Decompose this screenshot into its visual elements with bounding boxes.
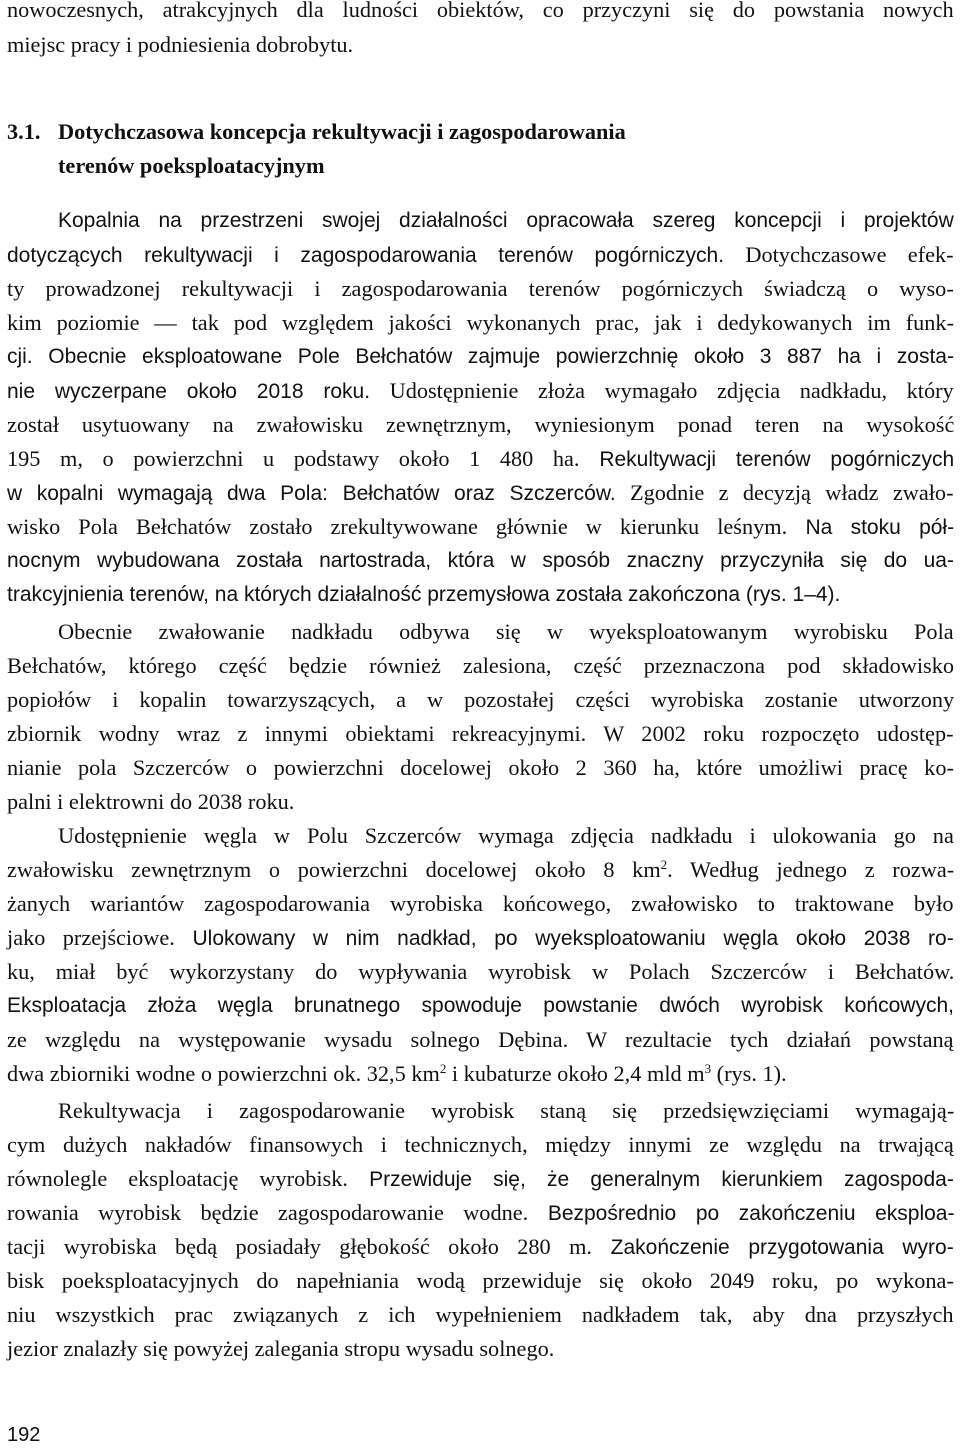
section-number: 3.1. xyxy=(7,119,41,144)
text-line: ku, miał być wykorzystany do wypływania wyrobisk w Polach Szczerców i Bełchatów. xyxy=(7,959,955,984)
text-line: trakcyjnienia terenów, na których działalność przemysłowa została zakończona (rys. 1–4). xyxy=(7,583,841,606)
text-line: równolegle eksploatację wyrobisk. Przewiduje się, że generalnym kierunkiem zagospoda- xyxy=(7,1166,954,1191)
text-line: wisko Pola Bełchatów zostało zrekultywowane głównie w kierunku leśnym. Na stoku pół- xyxy=(7,514,955,539)
text-line: zwałowisku zewnętrznym o powierzchni docelowej około 8 $km^2$. Według jednego z rozwa- xyxy=(7,857,955,882)
text-line: tacji wyrobiska będą posiadały głębokość około 280 m. Zakończenie przygotowania wyro- xyxy=(7,1234,954,1259)
text-line: niu wszystkich prac związanych z ich wypełnieniem nadkładem tak, aby dna przyszłych xyxy=(7,1302,954,1327)
text-line: ty prowadzonej rekultywacji i zagospodarowania terenów pogórniczych świadczą o wyso- xyxy=(7,276,954,301)
text-line: żanych wariantów zagospodarowania wyrobiska końcowego, zwałowisko to traktowane było xyxy=(7,891,954,916)
text-line: Udostępnienie węgla w Polu Szczerców wymaga zdjęcia nadkładu i ulokowania go na xyxy=(58,823,954,848)
text-line: w kopalni wymagają dwa Pola: Bełchatów oraz Szczerców. Zgodnie z decyzją władz zwało- xyxy=(7,480,954,505)
text-line: palni i elektrowni do 2038 roku. xyxy=(7,789,295,814)
text-line: nowoczesnych, atrakcyjnych dla ludności obiektów, co przyczyni się do powstania nowych xyxy=(7,0,954,22)
text-line: jako przejściowe. Ulokowany w nim nadkład, po wyeksploatowaniu węgla około 2038 ro- xyxy=(7,925,954,950)
text-line: cym dużych nakładów finansowych i technicznych, między innymi ze względu na trwającą xyxy=(7,1132,954,1157)
text-line: kim poziomie — tak pod względem jakości wykonanych prac, jak i dedykowanych im funk- xyxy=(7,310,955,335)
text-line: jezior znalazły się powyżej zalegania stropu wysadu solnego. xyxy=(7,1336,555,1361)
text-line: miejsc pracy i podniesienia dobrobytu. xyxy=(7,32,354,57)
text-line: bisk poeksploatacyjnych do napełniania wodą przewiduje się około 2049 roku, po wykona- xyxy=(7,1268,954,1293)
superscript: 2 xyxy=(439,1061,447,1076)
text-line: nianie pola Szczerców o powierzchni docelowej około 2 360 ha, które umożliwi pracę ko- xyxy=(7,755,954,780)
text-line: Kopalnia na przestrzeni swojej działalności opracowała szereg koncepcji i projektów xyxy=(58,209,954,232)
text-line: zbiornik wodny wraz z innymi obiektami rekreacyjnymi. W 2002 roku rozpoczęto udostęp- xyxy=(7,721,954,746)
superscript: 3 xyxy=(704,1061,712,1076)
text-line: nie wyczerpane około 2018 roku. Udostępnienie złoża wymagało zdjęcia nadkładu, który xyxy=(7,378,954,403)
text-line: został usytuowany na zwałowisku zewnętrznym, wyniesionym ponad teren na wysokość xyxy=(7,412,955,437)
text-line: dwa zbiorniki wodne o powierzchni ok. 32,5 $km^2$ i kubaturze około 2,4 mld $m^3$ (rys. 1). xyxy=(7,1061,787,1086)
text-line: Eksploatacja złoża węgla brunatnego spowoduje powstanie dwóch wyrobisk końcowych, xyxy=(7,994,954,1017)
text-line: rowania wyrobisk będzie zagospodarowanie wodne. Bezpośrednio po zakończeniu eksploa- xyxy=(7,1200,955,1225)
text-line: popiołów i kopalin towarzyszących, a w pozostałej części wyrobiska zostanie utworzony xyxy=(7,687,955,712)
section-title: Dotychczasowa koncepcja rekultywacji i zagospodarowania xyxy=(58,119,626,144)
text-line: ze względu na występowanie wysadu solnego Dębina. W rezultacie tych działań powstaną xyxy=(7,1027,954,1052)
section-title: terenów poeksploatacyjnym xyxy=(58,153,325,178)
text-line: Bełchatów, którego część będzie również zalesiona, część przeznaczona pod składowisko xyxy=(7,653,955,678)
text-line: Obecnie zwałowanie nadkładu odbywa się w wyeksploatowanym wyrobisku Pola xyxy=(58,619,954,644)
page-number: 192 xyxy=(7,1424,41,1446)
text-line: 195 m, o powierzchni u podstawy około 1 480 ha. Rekultywacji terenów pogórniczych xyxy=(7,446,955,471)
text-line: nocnym wybudowana została nartostrada, która w sposób znaczny przyczyniła się do ua- xyxy=(7,549,954,572)
text-line: cji. Obecnie eksploatowane Pole Bełchatów zajmuje powierzchnię około 3 887 ha i zosta- xyxy=(7,345,954,368)
superscript: 2 xyxy=(660,857,668,872)
text-line: dotyczących rekultywacji i zagospodarowania terenów pogórniczych. Dotychczasowe efek- xyxy=(7,242,954,267)
text-line: Rekultywacja i zagospodarowanie wyrobisk staną się przedsięwzięciami wymagają- xyxy=(58,1098,955,1123)
